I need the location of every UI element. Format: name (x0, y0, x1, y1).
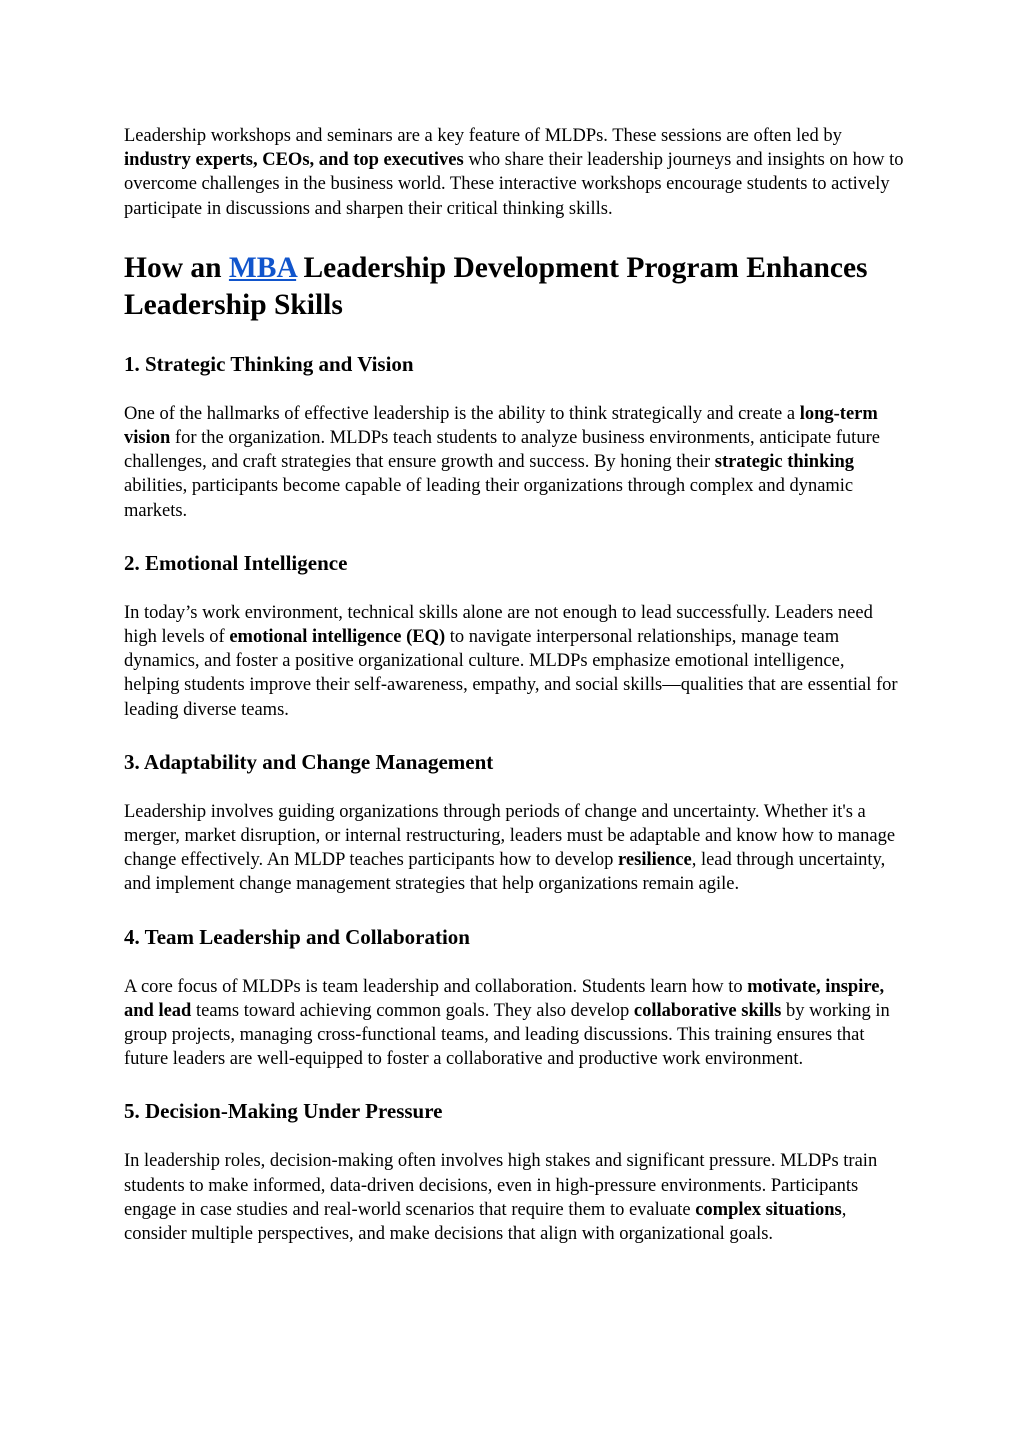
section-5-text-1: In leadership roles, decision-making often involves high stakes and significant pressure. MLDPs train students to make informed, data-driven decisions, even in high-pressure environments. Participants engage in case studies and real-world scenarios that require them to evaluate (124, 1151, 878, 1220)
section-1-title: 1. Strategic Thinking and Vision (124, 351, 414, 376)
section-4-text-3: by working in group projects, managing cross-functional teams, and leading discussions. This training ensures that future leaders are well-equipped to foster a collaborative and productive work environment. (124, 1000, 890, 1070)
section-2-title: 2. Emotional Intelligence (124, 550, 348, 575)
intro-bold-1: industry experts, CEOs, and top executives (124, 150, 464, 171)
section-2-body (124, 601, 904, 722)
section-1-bold-2: strategic thinking (714, 452, 855, 473)
section-3-bold-1: resilience (618, 850, 692, 871)
intro-text-1: Leadership workshops and seminars are a key feature of MLDPs. These sessions are often led by (124, 126, 842, 146)
section-5-text-2: , consider multiple perspectives, and make decisions that align with organizational goals. (124, 1199, 847, 1245)
section-1-bold-1: long-term vision (124, 403, 878, 449)
section-2-bold-1: emotional intelligence (EQ) (229, 627, 446, 648)
section-1-body (124, 402, 904, 523)
section-5-bold-1: complex situations (695, 1199, 842, 1220)
section-3-title: 3. Adaptability and Change Management (124, 749, 494, 774)
section-5-title: 5. Decision-Making Under Pressure (124, 1099, 443, 1124)
mba-link[interactable]: MBA (228, 251, 297, 284)
section-4-text-1: A core focus of MLDPs is team leadership and collaboration. Students learn how to (124, 976, 748, 997)
section-5-body (124, 1149, 904, 1246)
section-1-text-3: abilities, participants become capable of leading their organizations through complex and dynamic markets. (124, 476, 854, 521)
section-4-body (124, 975, 904, 1072)
document-page (124, 124, 904, 1246)
section-3-text-1: Leadership involves guiding organizations through periods of change and uncertainty. Whether it's a merger, market disruption, or internal restructuring, leaders must be adaptable and know how to manage change effectively. An MLDP teaches participants how to develop (124, 801, 896, 871)
section-1-text-2: for the organization. MLDPs teach students to analyze business environments, anticipate future challenges, and craft strategies that ensure growth and success. By honing their (124, 428, 880, 473)
intro-text-2: who share their leadership journeys and insights on how to overcome challenges in the business world. These interactive workshops encourage students to actively participate in discussions and sharpen their critical thinking skills. (124, 150, 904, 219)
main-heading (124, 250, 904, 324)
section-2-text-1: In today’s work environment, technical skills alone are not enough to lead successfully. Leaders need high levels of (124, 602, 873, 648)
heading-prefix: How an (124, 251, 229, 284)
section-2-text-2: to navigate interpersonal relationships, manage team dynamics, and foster a positive organizational culture. MLDPs emphasize emotional intelligence, helping students improve their self-awareness, empathy, and social skills—qualities that are essential for leading diverse teams. (124, 627, 898, 720)
section-4-bold-2: collaborative skills (633, 1000, 782, 1021)
intro-paragraph (124, 124, 904, 221)
heading-suffix: Leadership Development Program Enhances Leadership Skills (124, 251, 868, 321)
section-4-text-2: teams toward achieving common goals. They also develop (191, 1000, 634, 1021)
section-4-bold-1: motivate, inspire, and lead (124, 976, 885, 1021)
section-3-text-2: , lead through uncertainty, and implement change management strategies that help organizations remain agile. (124, 850, 886, 895)
section-4-title: 4. Team Leadership and Collaboration (124, 924, 470, 949)
section-1-text-1: One of the hallmarks of effective leadership is the ability to think strategically and create a (124, 403, 800, 424)
section-3-body (124, 800, 904, 897)
